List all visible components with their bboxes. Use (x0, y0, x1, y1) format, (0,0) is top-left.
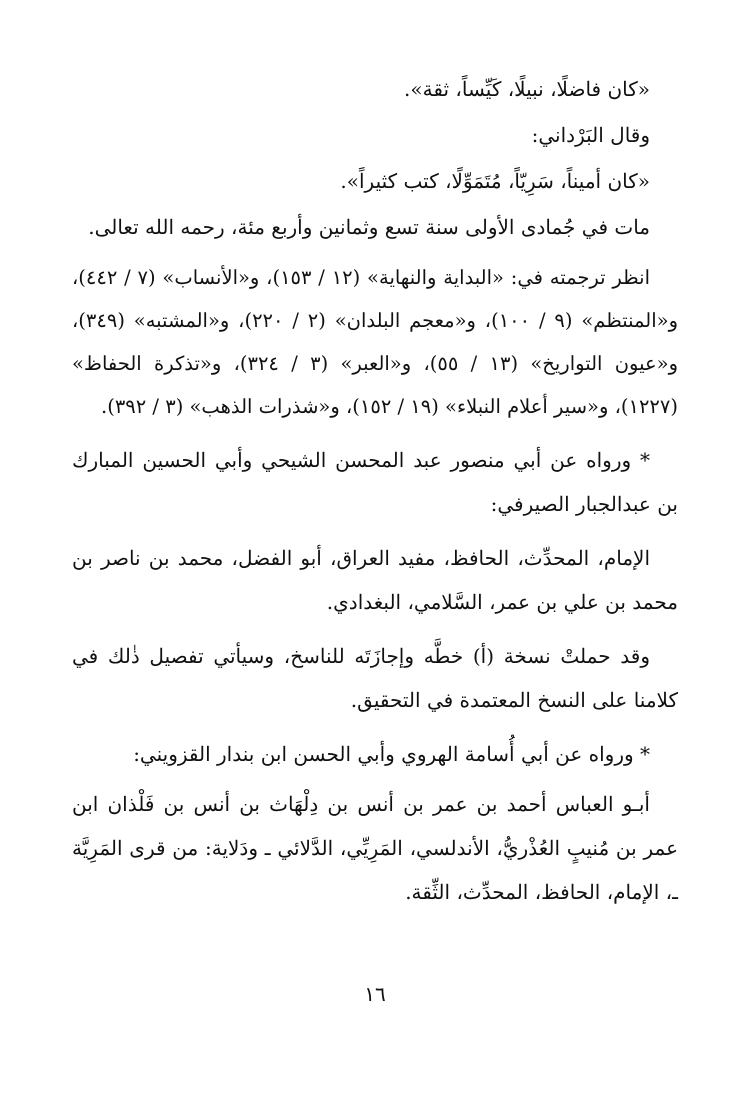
quote-paragraph-1: «كان فاضلًا، نبيلًا، كَيِّساً، ثقة». (404, 77, 650, 101)
page-body (72, 66, 678, 914)
page-number: ١٦ (364, 982, 386, 1006)
biography-paragraph-1: الإمام، المحدِّث، الحافظ، مفيد العراق، أبو الفضل، محمد بن ناصر بن محمد بن علي بن عمر، السَّلامي، البغدادي. (72, 546, 678, 614)
death-paragraph: مات في جُمادى الأولى سنة تسع وثمانين وأربع مئة، رحمه الله تعالى. (88, 215, 650, 239)
biography-paragraph-2: أبـو العباس أحمد بن عمر بن أنس بن دِلْهَاث بن أنس بن فَلْذان ابن عمر بن مُنيبٍ العُذْريُّ، الأندلسي، المَرِيِّي، الدَّلائي ـ ودَلاية: من قرى المَرِيَّة ـ، الإمام، الحافظ، المحدِّث، الثِّقة. (72, 792, 678, 904)
quote-paragraph-2: «كان أميناً، سَرِيّاً، مُتَمَوِّلًا، كتب كثيراً». (340, 169, 650, 193)
narrator-intro: وقال البَرْداني: (531, 123, 650, 147)
narration-paragraph-1: * ورواه عن أبي منصور عبد المحسن الشيحي وأبي الحسين المبارك بن عبدالجبار الصيرفي: (72, 448, 678, 516)
references-paragraph: انظر ترجمته في: «البداية والنهاية» (١٢ / ١٥٣)، و«الأنساب» (٧ / ٤٤٢)، و«المنتظم» (٩ / ١٠٠)، و«معجم البلدان» (٢ / ٢٢٠)، و«المشتبه» (٣٤٩)، و«عيون التواريخ» (١٣ / ٥٥)، و«العبر» (٣ / ٣٢٤)، و«تذكرة الحفاظ» (١٢٢٧)، و«سير أعلام النبلاء» (١٩ / ١٥٢)، و«شذرات الذهب» (٣ / ٣٩٢). (72, 266, 679, 418)
manuscript-paragraph: وقد حملتْ نسخة (أ) خطَّه وإجازَتَه للناسخ، وسيأتي تفصيل ذٰلك في كلامنا على النسخ المعتمدة في التحقيق. (72, 644, 678, 712)
narration-paragraph-2: * ورواه عن أبي أُسامة الهروي وأبي الحسن ابن بندار القزويني: (133, 742, 650, 766)
